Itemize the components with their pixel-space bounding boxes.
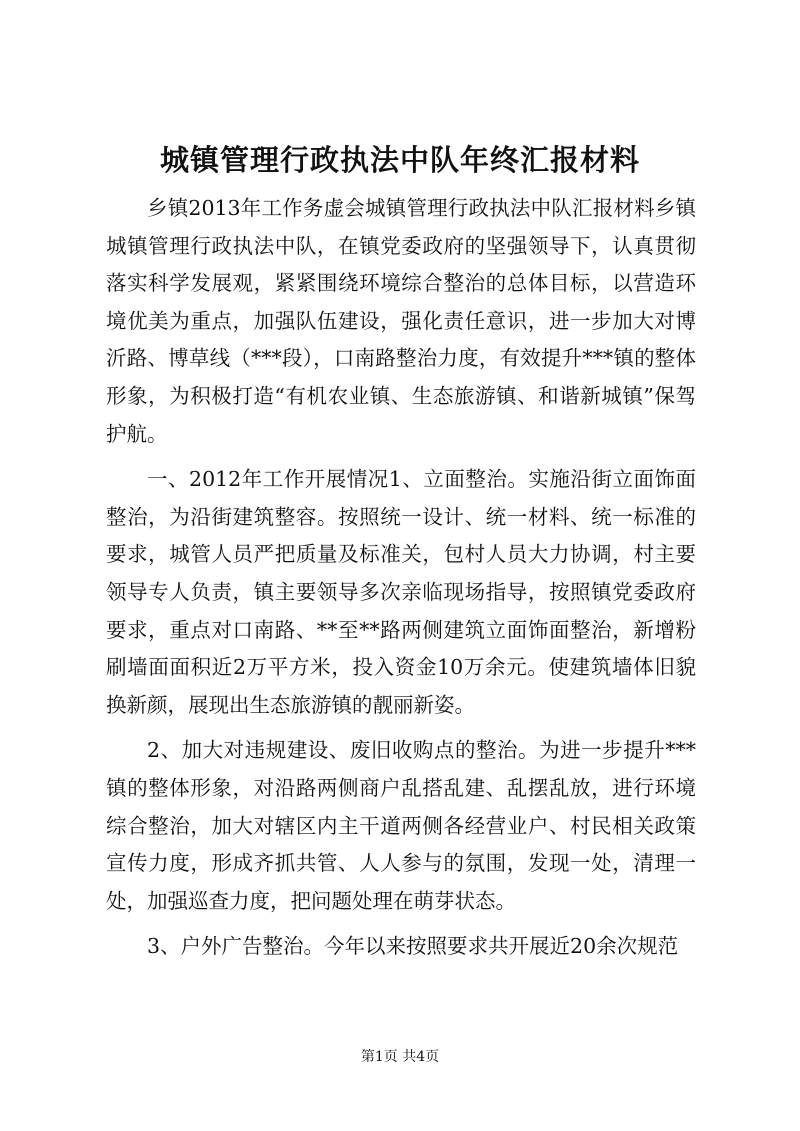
- paragraph-section-1: 一、2012年工作开展情况1、立面整治。实施沿街立面饰面整治，为沿街建筑整容。按照统一设计、统一材料、统一标准的要求，城管人员严把质量及标准关，包村人员大力协调，村主要领导专人负责，镇主要领导多次亲临现场指导，按照镇党委政府要求，重点对口南路、**至**路两侧建筑立面饰面整治，新增粉刷墙面面积近2万平方米，投入资金10万余元。使建筑墙体旧貌换新颜，展现出生态旅游镇的靓丽新姿。: [106, 467, 696, 717]
- paragraph-section-2: 2、加大对违规建设、废旧收购点的整治。为进一步提升***镇的整体形象，对沿路两侧商户乱搭乱建、乱摆乱放，进行环境综合整治，加大对辖区内主干道两侧各经营业户、村民相关政策宣传力度，形成齐抓共管、人人参与的氛围，发现一处，清理一处，加强巡查力度，把问题处理在萌芽状态。: [106, 738, 696, 913]
- paragraph-intro: 乡镇2013年工作务虚会城镇管理行政执法中队汇报材料乡镇城镇管理行政执法中队，在镇党委政府的坚强领导下，认真贯彻落实科学发展观，紧紧围绕环境综合整治的总体目标，以营造环境优美为重点，加强队伍建设，强化责任意识，进一步加大对博沂路、博草线（***段），口南路整治力度，有效提升***镇的整体形象，为积极打造“有机农业镇、生态旅游镇、和谐新城镇”保驾护航。: [106, 196, 696, 446]
- document-body: [106, 190, 696, 974]
- document-title: 城镇管理行政执法中队年终汇报材料: [159, 143, 640, 177]
- paragraph-section-3: 3、户外广告整治。今年以来按照要求共开展近20余次规范: [147, 934, 679, 959]
- page-number-footer: 第1页 共4页: [360, 1049, 440, 1065]
